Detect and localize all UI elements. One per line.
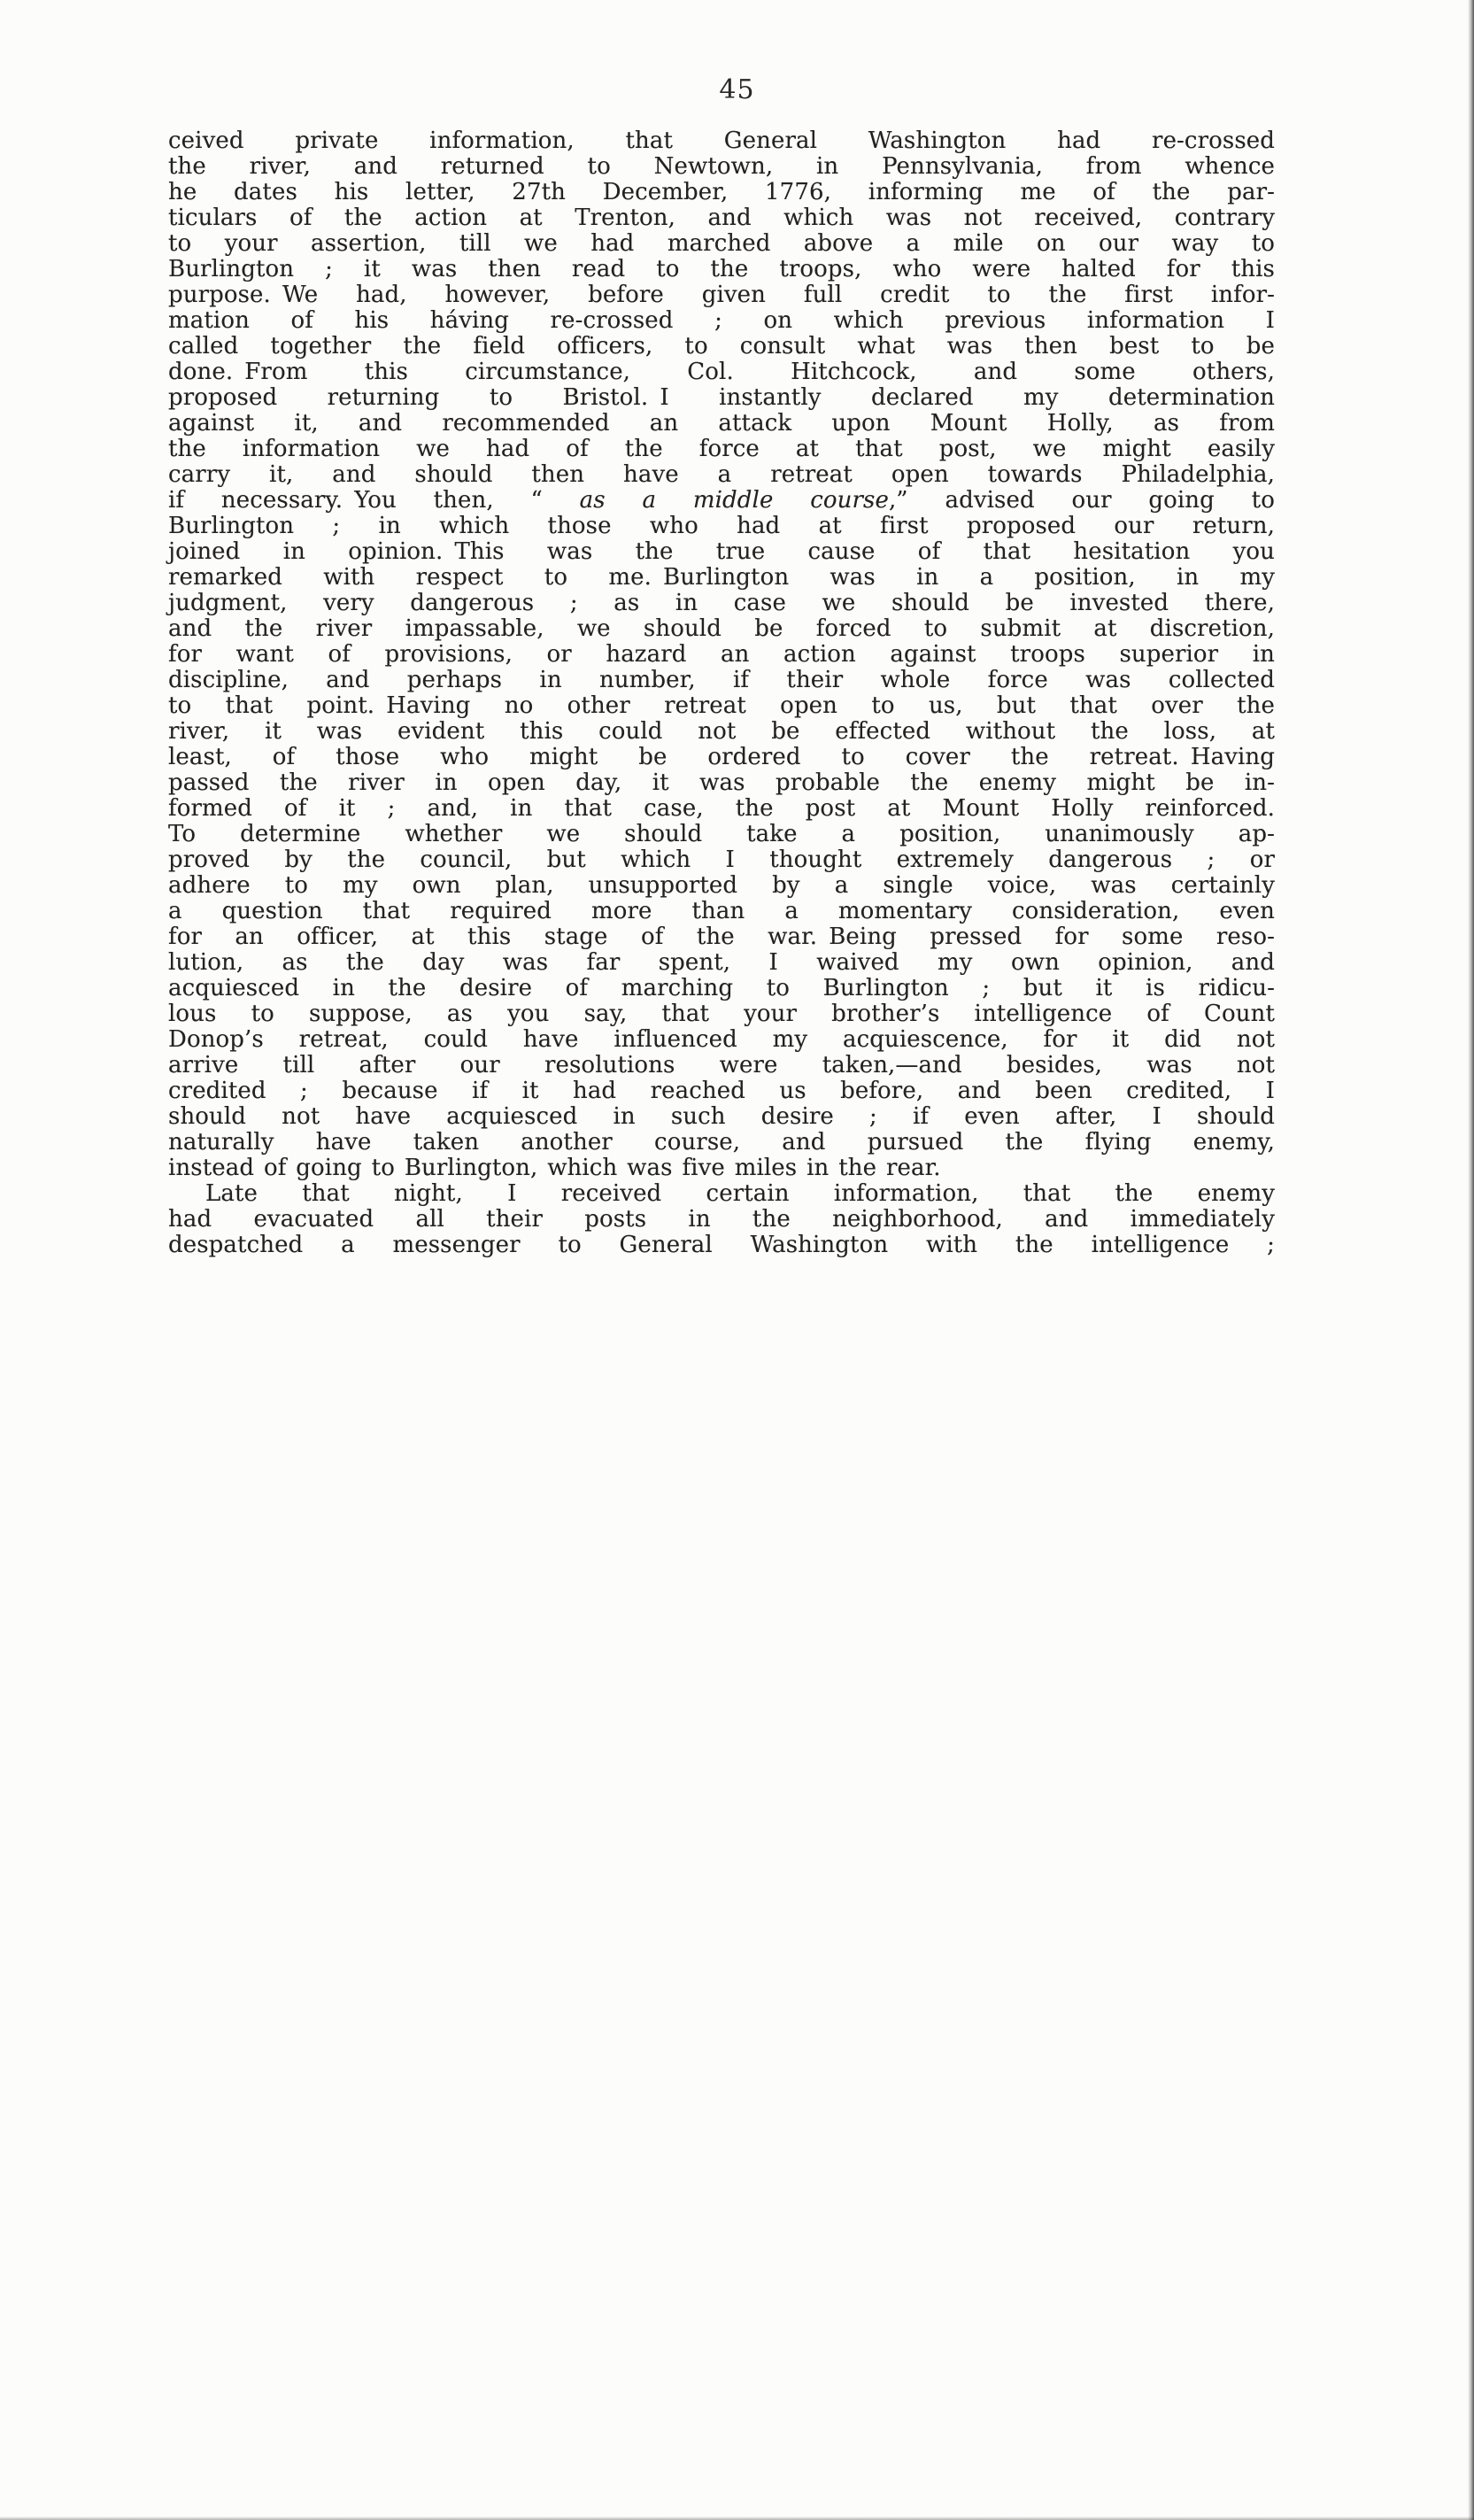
text-line bbox=[168, 924, 1275, 950]
text-line bbox=[168, 976, 1275, 1001]
text-segment: proved by the council, but which I thought extremely dangerous ; or bbox=[168, 846, 1275, 873]
text-line bbox=[168, 437, 1275, 462]
page-text bbox=[168, 128, 1275, 1258]
text-line bbox=[168, 873, 1275, 899]
text-segment: despatched a messenger to General Washington with the intelligence ; bbox=[168, 1232, 1275, 1258]
scan-edge-bottom bbox=[0, 2516, 1474, 2520]
page-number: 45 bbox=[719, 74, 755, 105]
text-line bbox=[168, 154, 1275, 180]
text-line bbox=[168, 1053, 1275, 1078]
text-line bbox=[168, 796, 1275, 822]
text-line bbox=[168, 1078, 1275, 1104]
text-segment: Burlington ; it was then read to the troops, who were halted for this bbox=[168, 256, 1275, 282]
text-line bbox=[168, 539, 1275, 565]
text-line bbox=[168, 514, 1275, 539]
text-segment: to that point. Having no other retreat open to us, but that over the bbox=[168, 692, 1275, 719]
text-line bbox=[168, 1207, 1275, 1233]
text-segment: naturally have taken another course, and pursued the flying enemy, bbox=[168, 1129, 1275, 1156]
text-segment: if necessary. You then, “ bbox=[168, 487, 580, 514]
text-segment: judgment, very dangerous ; as in case we should be invested there, bbox=[168, 590, 1275, 616]
paragraph bbox=[168, 1181, 1275, 1258]
text-segment: against it, and recommended an attack upon Mount Holly, as from bbox=[168, 410, 1275, 437]
text-segment: he dates his letter, 27th December, 1776, informing me of the par- bbox=[168, 179, 1275, 205]
text-line bbox=[168, 1001, 1275, 1027]
text-line bbox=[168, 770, 1275, 796]
text-segment: ,” advised our going to bbox=[888, 487, 1275, 514]
text-line bbox=[168, 308, 1275, 334]
text-line bbox=[168, 745, 1275, 770]
text-line bbox=[168, 1130, 1275, 1156]
text-segment: proposed returning to Bristol. I instantly declared my determination bbox=[168, 384, 1275, 411]
text-line bbox=[168, 950, 1275, 976]
text-line bbox=[168, 1233, 1275, 1258]
text-segment: acquiesced in the desire of marching to Burlington ; but it is ridicu- bbox=[168, 975, 1275, 1001]
text-line bbox=[168, 847, 1275, 873]
text-line bbox=[168, 616, 1275, 642]
text-segment: had evacuated all their posts in the neighborhood, and immediately bbox=[168, 1206, 1275, 1233]
text-segment: should not have acquiesced in such desire ; if even after, I should bbox=[168, 1103, 1275, 1130]
text-line bbox=[168, 282, 1275, 308]
text-line bbox=[168, 411, 1275, 437]
text-line bbox=[168, 668, 1275, 693]
text-segment: ceived private information, that General Washington had re-crossed bbox=[168, 128, 1275, 154]
text-line bbox=[168, 1156, 1275, 1181]
text-segment: carry it, and should then have a retreat open towards Philadelphia, bbox=[168, 461, 1275, 488]
text-segment: and the river impassable, we should be forced to submit at discretion, bbox=[168, 615, 1275, 642]
text-segment: Late that night, I received certain information, that the enemy bbox=[205, 1180, 1275, 1207]
text-segment: the river, and returned to Newtown, in Pennsylvania, from whence bbox=[168, 153, 1275, 180]
text-segment: To determine whether we should take a position, unanimously ap- bbox=[168, 821, 1275, 847]
text-segment: remarked with respect to me. Burlington was in a position, in my bbox=[168, 564, 1275, 591]
text-segment: river, it was evident this could not be effected without the loss, at bbox=[168, 718, 1275, 745]
text-line bbox=[168, 1027, 1275, 1053]
text-segment: for an officer, at this stage of the war. Being pressed for some reso- bbox=[168, 924, 1275, 950]
text-segment: Burlington ; in which those who had at first proposed our return, bbox=[168, 513, 1275, 539]
text-segment: purpose. We had, however, before given full credit to the first infor- bbox=[168, 282, 1275, 308]
text-line bbox=[168, 565, 1275, 591]
text-line bbox=[168, 359, 1275, 385]
text-segment: mation of his háving re-crossed ; on which previous information I bbox=[168, 307, 1275, 334]
text-line bbox=[168, 128, 1275, 154]
text-line bbox=[168, 1181, 1275, 1207]
text-segment: formed of it ; and, in that case, the post at Mount Holly reinforced. bbox=[168, 795, 1275, 822]
text-line bbox=[168, 257, 1275, 282]
scan-edge-right bbox=[1468, 0, 1474, 2520]
text-line bbox=[168, 205, 1275, 231]
text-line bbox=[168, 693, 1275, 719]
text-segment: credited ; because if it had reached us before, and been credited, I bbox=[168, 1078, 1275, 1104]
text-line bbox=[168, 822, 1275, 847]
text-segment: to your assertion, till we had marched above a mile on our way to bbox=[168, 230, 1275, 257]
text-segment: discipline, and perhaps in number, if their whole force was collected bbox=[168, 667, 1275, 693]
paragraph bbox=[168, 128, 1275, 1181]
text-segment: Donop’s retreat, could have influenced my acquiescence, for it did not bbox=[168, 1026, 1275, 1053]
text-segment: the information we had of the force at that post, we might easily bbox=[168, 436, 1275, 462]
text-segment: a question that required more than a momentary consideration, even bbox=[168, 898, 1275, 924]
text-line bbox=[168, 488, 1275, 514]
text-segment: ticulars of the action at Trenton, and which was not received, contrary bbox=[168, 205, 1275, 231]
text-line bbox=[168, 180, 1275, 205]
text-segment: adhere to my own plan, unsupported by a single voice, was certainly bbox=[168, 872, 1275, 899]
text-line bbox=[168, 719, 1275, 745]
text-line bbox=[168, 899, 1275, 924]
italic-phrase: as a middle course bbox=[579, 487, 889, 514]
text-line bbox=[168, 385, 1275, 411]
text-segment: done. From this circumstance, Col. Hitchcock, and some others, bbox=[168, 359, 1275, 385]
text-line bbox=[168, 642, 1275, 668]
text-segment: for want of provisions, or hazard an action against troops superior in bbox=[168, 641, 1275, 668]
text-segment: joined in opinion. This was the true cause of that hesitation you bbox=[168, 538, 1275, 565]
text-line bbox=[168, 462, 1275, 488]
text-line bbox=[168, 231, 1275, 257]
text-segment: lous to suppose, as you say, that your brother’s intelligence of Count bbox=[168, 1001, 1275, 1027]
text-segment: lution, as the day was far spent, I waived my own opinion, and bbox=[168, 949, 1275, 976]
text-segment: called together the field officers, to consult what was then best to be bbox=[168, 333, 1275, 359]
text-segment: instead of going to Burlington, which was five miles in the rear. bbox=[168, 1155, 941, 1181]
text-line bbox=[168, 591, 1275, 616]
text-segment: least, of those who might be ordered to cover the retreat. Having bbox=[168, 744, 1275, 770]
text-segment: arrive till after our resolutions were taken,—and besides, was not bbox=[168, 1052, 1275, 1078]
text-line bbox=[168, 1104, 1275, 1130]
text-segment: passed the river in open day, it was probable the enemy might be in- bbox=[168, 769, 1275, 796]
text-line bbox=[168, 334, 1275, 359]
